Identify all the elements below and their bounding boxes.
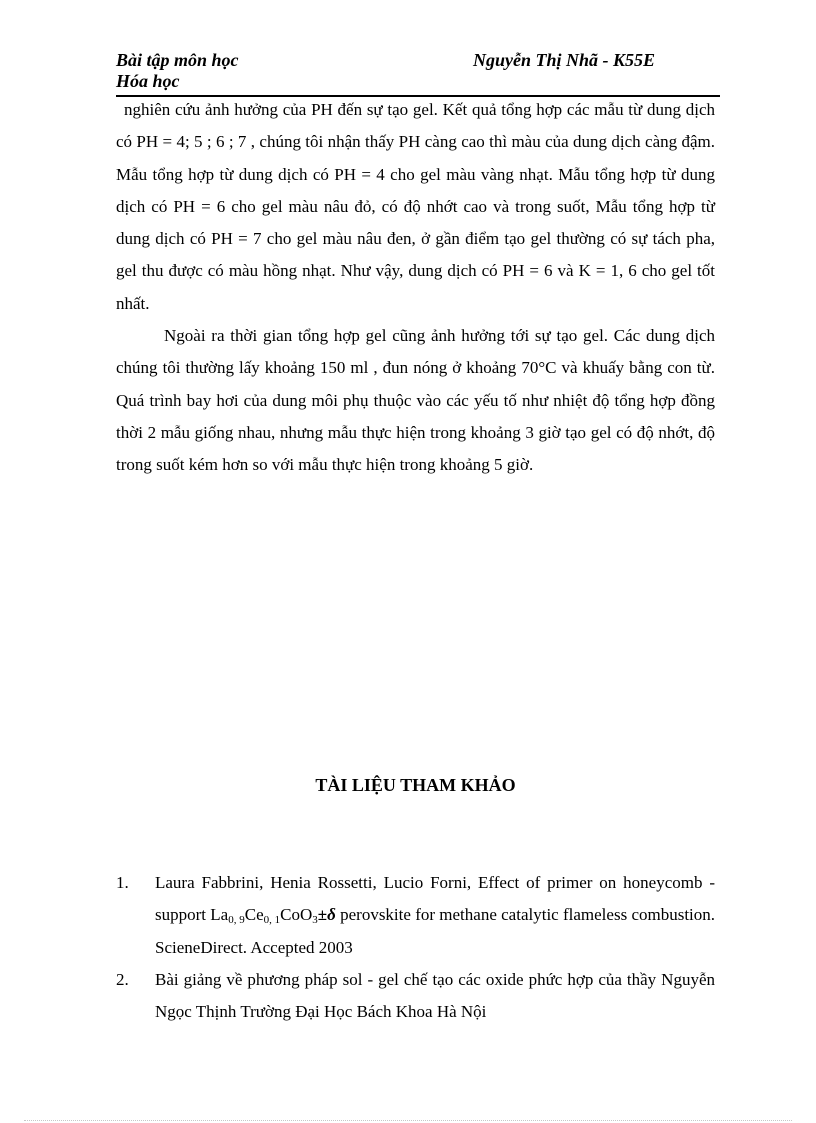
body-paragraph-1: nghiên cứu ảnh hưởng của PH đến sự tạo gel. Kết quả tổng hợp các mẫu từ dung dịch có PH = 4; 5 ; 6 ; 7 , chúng tôi nhận thấy PH càng cao thì màu của dung dịch càng đậm. Mẫu tổng hợp từ dung dịch có PH = 4 cho gel màu vàng nhạt. Mẫu tổng hợp từ dung dịch có PH = 6 cho gel màu nâu đỏ, có độ nhớt cao và trong suốt, Mẫu tổng hợp từ dung dịch có PH = 7 cho gel màu nâu đen, ở gần điểm tạo gel thường có sự tách pha, gel thu được có màu hồng nhạt. Như vậy, dung dịch có PH = 6 và K = 1, 6 cho gel tốt nhất. <box>116 100 715 313</box>
footer-divider <box>24 1120 792 1121</box>
formula-ce: Ce <box>244 905 264 925</box>
formula-co: CoO <box>280 905 313 925</box>
reference-number-2: 2. <box>116 969 129 989</box>
reference-item-1 <box>116 867 715 964</box>
formula-delta: ±δ <box>317 905 336 925</box>
header-author: Nguyễn Thị Nhã - K55E <box>473 50 656 70</box>
formula-la-sub: 0, 9 <box>228 914 245 927</box>
references-title: TÀI LIỆU THAM KHẢO <box>315 775 516 795</box>
body-text <box>116 94 715 482</box>
reference-1-formula <box>210 905 336 927</box>
body-paragraph-2: Ngoài ra thời gian tổng hợp gel cũng ảnh hưởng tới sự tạo gel. Các dung dịch chúng tôi thường lấy khoảng 150 ml , đun nóng ở khoảng 70°C và khuấy bằng con từ. Quá trình bay hơi của dung môi phụ thuộc vào các yếu tố như nhiệt độ tổng hợp đồng thời 2 mẫu giống nhau, nhưng mẫu thực hiện trong khoảng 3 giờ tạo gel có độ nhớt, độ trong suốt kém hơn so với mẫu thực hiện trong khoảng 5 giờ. <box>116 326 715 475</box>
reference-1-text-before: Laura Fabbrini, Henia Rossetti, Lucio Forni, Effect of primer on honeycomb - support <box>155 873 715 925</box>
reference-1-text-after: perovskite for methane catalytic flameless combustion. ScieneDirect. Accepted 2003 <box>155 905 716 957</box>
reference-number-1: 1. <box>116 873 129 892</box>
formula-ce-sub: 0, 1 <box>263 914 281 927</box>
header-course-line2: Hóa học <box>116 71 180 91</box>
header-course <box>116 50 376 92</box>
formula-co-sub: 3 <box>312 914 318 927</box>
page-header <box>116 50 720 96</box>
reference-2-text: Bài giảng về phương pháp sol - gel chế tạo các oxide phức hợp của thầy Nguyễn Ngọc Thịnh Trường Đại Học Bách Khoa Hà Nội <box>155 969 715 1022</box>
reference-item-2 <box>116 964 715 1029</box>
header-course-line1: Bài tập môn học <box>116 50 239 70</box>
references-list <box>116 867 715 1028</box>
formula-la: La <box>210 905 229 925</box>
